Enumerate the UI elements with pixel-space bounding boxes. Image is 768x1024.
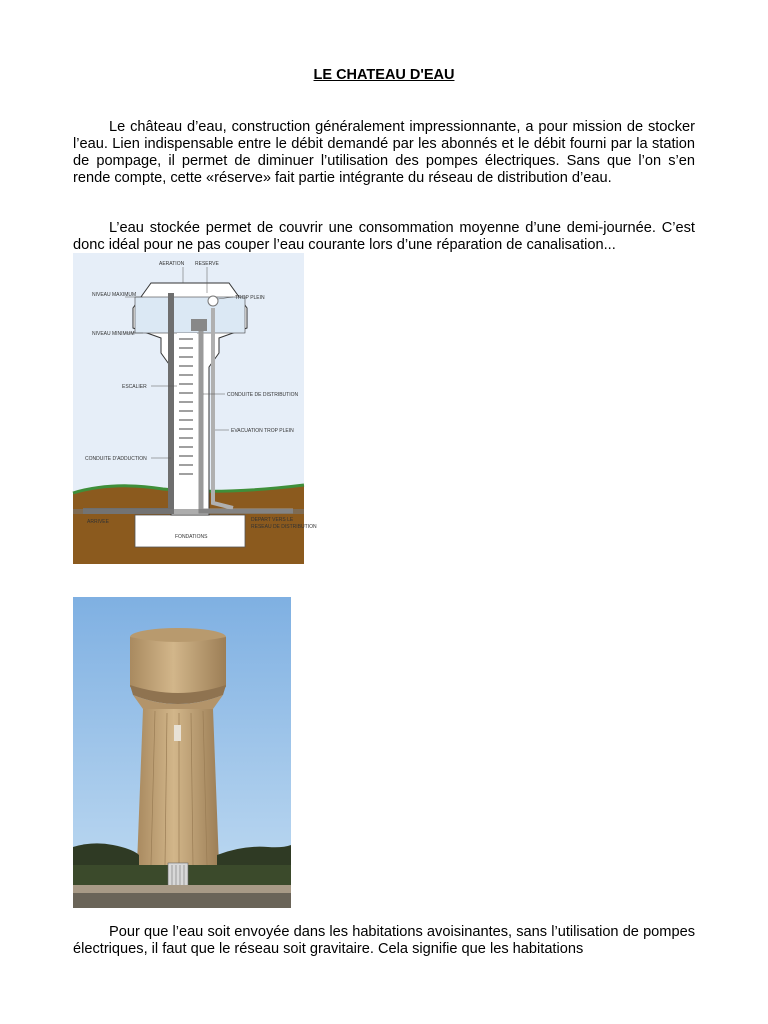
diagram-stair-shaft bbox=[177, 333, 197, 511]
diagram-valve bbox=[191, 319, 207, 331]
page-title: LE CHATEAU D'EAU bbox=[313, 67, 455, 83]
label-reserve: RESERVE bbox=[195, 261, 219, 267]
diagram-foundations bbox=[135, 515, 245, 547]
diagram-ground-pipe bbox=[73, 509, 304, 514]
photo-window bbox=[174, 725, 181, 741]
label-conduite-distribution: CONDUITE DE DISTRIBUTION bbox=[227, 392, 299, 398]
label-arrivee: ARRIVEE bbox=[87, 519, 109, 525]
diagram-overflow-inlet bbox=[208, 296, 218, 306]
label-aeration: AERATION bbox=[159, 261, 185, 267]
label-depart: DEPART VERS LE bbox=[251, 517, 294, 523]
label-conduite-adduction: CONDUITE D'ADDUCTION bbox=[85, 456, 147, 462]
water-tower-photo bbox=[73, 597, 291, 908]
label-niveau-maximum: NIVEAU MAXIMUM bbox=[92, 292, 137, 298]
paragraph-storage: L’eau stockée permet de couvrir une consommation moyenne d’une demi-journée. C’est donc idéal pour ne pas couper l’eau courante lors d’une réparation de canalisation... bbox=[73, 220, 695, 253]
label-trop-plein: TROP PLEIN bbox=[235, 295, 265, 301]
paragraph-intro: Le château d’eau, construction généralement impressionnante, a pour mission de stocker l’eau. Lien indispensable entre le débit demandé par les abonnés et le débit fourni par la station de pompage, il permet de diminuer l’utilisation des pompes électriques. Sans que l’on s’en rende compte, cette «réserve» fait partie intégrante du réseau de distribution d’eau. bbox=[73, 119, 695, 186]
label-niveau-minimum: NIVEAU MINIMUM bbox=[92, 331, 135, 337]
photo-tank bbox=[130, 637, 226, 697]
photo-wall bbox=[73, 885, 291, 893]
label-evacuation-trop-plein: EVACUATION TROP PLEIN bbox=[231, 428, 294, 434]
label-fondations: FONDATIONS bbox=[175, 534, 208, 540]
paragraph-gravity: Pour que l’eau soit envoyée dans les habitations avoisinantes, sans l’utilisation de pompes électriques, il faut que le réseau soit gravitaire. Cela signifie que les habitations bbox=[73, 924, 695, 957]
label-escalier: ESCALIER bbox=[122, 384, 147, 390]
water-tower-diagram bbox=[73, 253, 317, 564]
label-depart-reseau: RESEAU DE DISTRIBUTION bbox=[251, 524, 317, 530]
diagram-reserve-water bbox=[135, 297, 245, 333]
photo-road bbox=[73, 893, 291, 908]
